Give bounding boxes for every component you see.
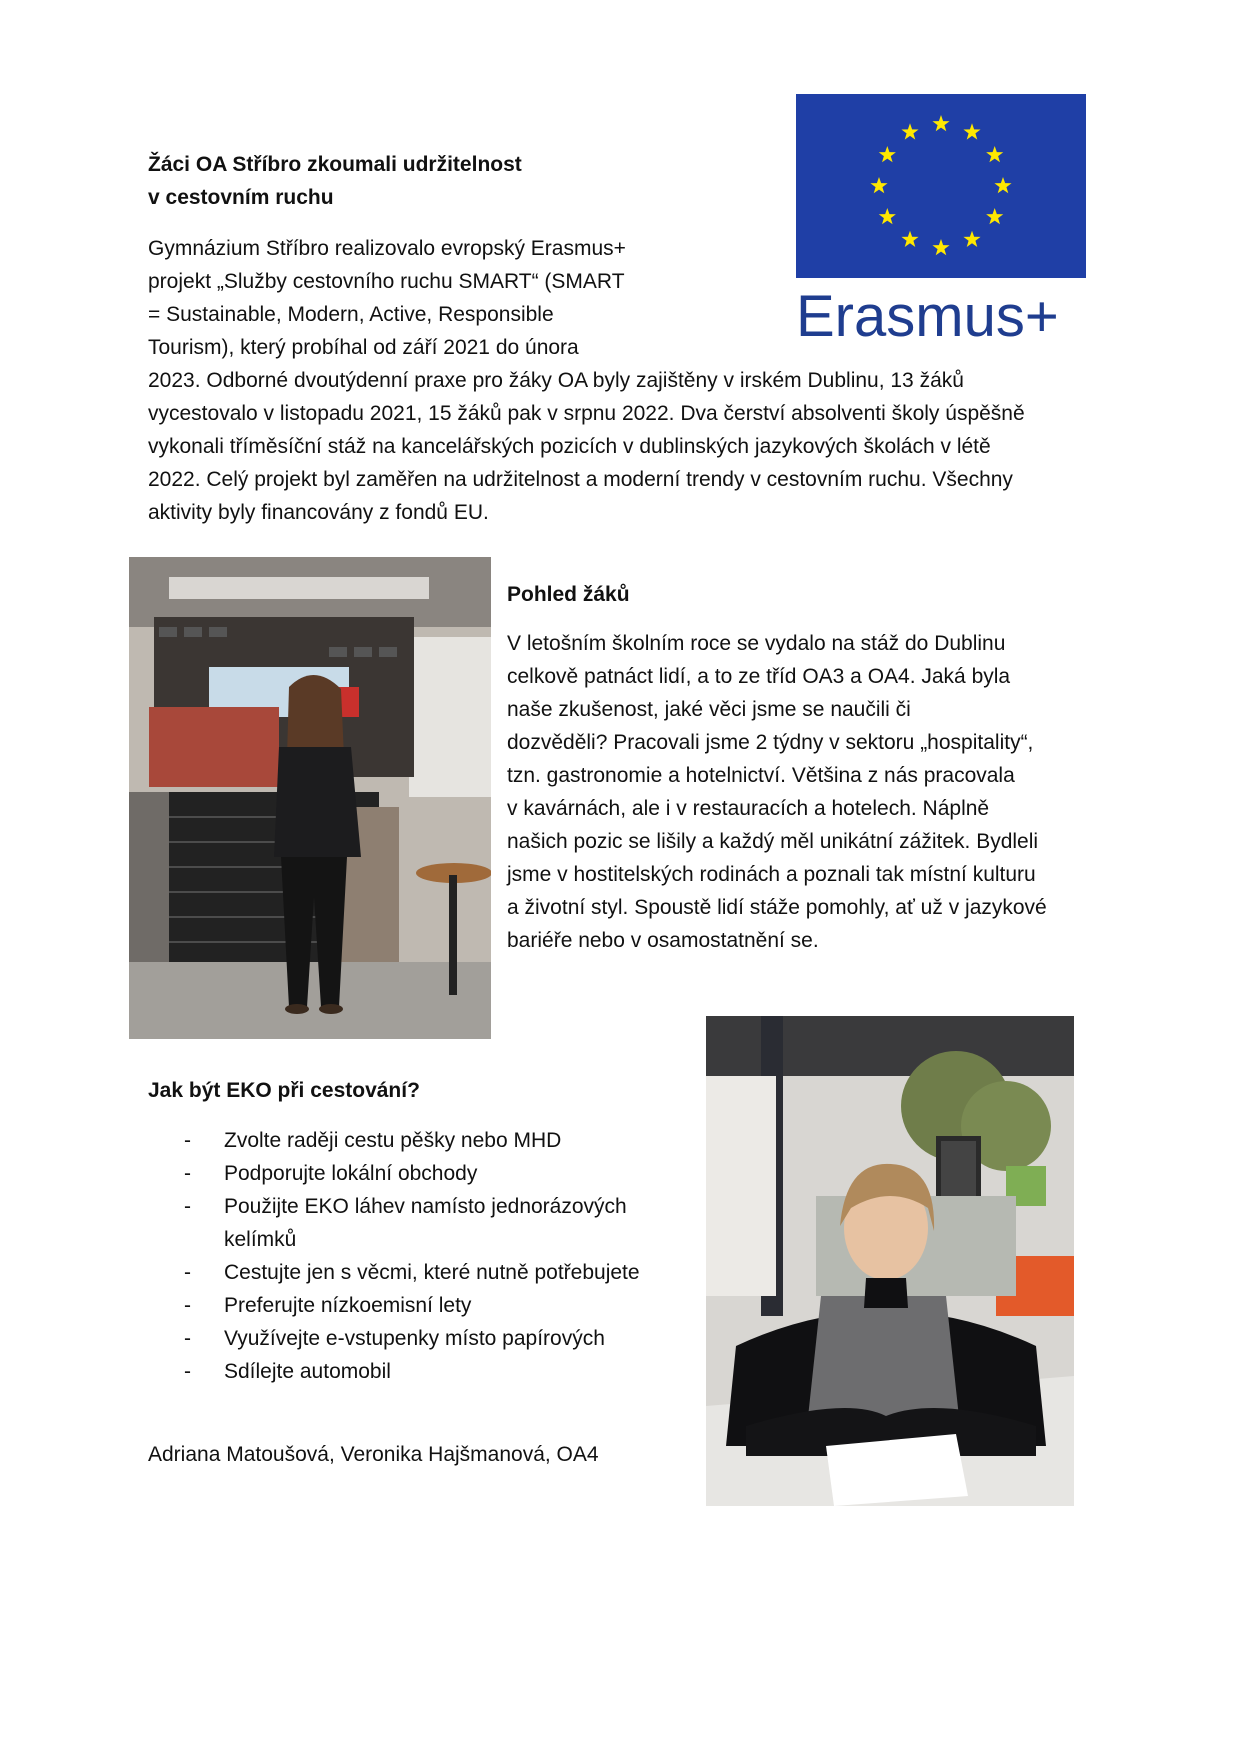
list-item-text: Využívejte e-vstupenky místo papírových — [224, 1327, 605, 1350]
eco-heading: Jak být EKO při cestování? — [148, 1079, 420, 1102]
list-item-text: Zvolte raději cestu pěšky nebo MHD — [224, 1129, 562, 1152]
list-item-text: Sdílejte automobil — [224, 1360, 391, 1383]
bullet-dash: - — [184, 1129, 191, 1152]
paragraph-line: naše zkušenost, jaké věci jsme se naučili či — [507, 698, 911, 721]
article-title — [148, 148, 668, 214]
paragraph-line: V letošním školním roce se vydalo na stáž do Dublinu — [507, 632, 1006, 655]
list-item-text: kelímků — [224, 1228, 297, 1251]
bullet-dash: - — [184, 1261, 191, 1284]
intro-line: 2022. Celý projekt byl zaměřen na udržitelnost a moderní trendy v cestovním ruchu. Všechny — [148, 468, 1013, 491]
intro-paragraph-bottom — [148, 364, 1108, 529]
article-title-line: Žáci OA Stříbro zkoumali udržitelnost — [148, 153, 522, 176]
paragraph-line: našich pozic se lišily a každý měl unikátní zážitek. Bydleli — [507, 830, 1039, 853]
intro-line: Gymnázium Stříbro realizovalo evropský Erasmus+ — [148, 237, 626, 260]
list-item — [148, 1256, 708, 1289]
paragraph-line: a životní styl. Spoustě lidí stáže pomohly, ať už v jazykové — [507, 896, 1047, 919]
article-author: Adriana Matoušová, Veronika Hajšmanová, OA4 — [148, 1443, 599, 1466]
list-item — [148, 1190, 708, 1256]
photo-student-cafe-table — [706, 1016, 1074, 1506]
erasmus-logo — [708, 94, 1088, 344]
intro-paragraph-top — [148, 232, 688, 364]
paragraph-line: celkově patnáct lidí, a to ze tříd OA3 a OA4. Jaká byla — [507, 665, 1011, 688]
intro-line: vycestovalo v listopadu 2021, 15 žáků pak v srpnu 2022. Dva čerství absolventi školy úspěšně — [148, 402, 1025, 425]
list-item — [148, 1355, 708, 1388]
list-item-text: Použijte EKO láhev namísto jednorázových — [224, 1195, 627, 1218]
intro-line: vykonali tříměsíční stáž na kancelářských pozicích v dublinských jazykových školách v létě — [148, 435, 991, 458]
list-item — [148, 1124, 708, 1157]
intro-line: = Sustainable, Modern, Active, Responsible — [148, 303, 554, 326]
list-item-text: Cestujte jen s věcmi, které nutně potřebujete — [224, 1261, 640, 1284]
list-item-text: Podporujte lokální obchody — [224, 1162, 478, 1185]
intro-line: projekt „Služby cestovního ruchu SMART“ (SMART — [148, 270, 625, 293]
paragraph-line: dozvěděli? Pracovali jsme 2 týdny v sektoru „hospitality“, — [507, 731, 1034, 754]
paragraph-line: jsme v hostitelských rodinách a poznali tak místní kulturu — [507, 863, 1036, 886]
bullet-dash: - — [184, 1327, 191, 1350]
bullet-dash: - — [184, 1162, 191, 1185]
list-item — [148, 1157, 708, 1190]
students-view-paragraph — [507, 627, 1107, 957]
bullet-dash: - — [184, 1360, 191, 1383]
photo-student-cafe-counter — [129, 557, 491, 1039]
list-item-text: Preferujte nízkoemisní lety — [224, 1294, 472, 1317]
eco-tips-list — [148, 1124, 708, 1388]
students-view-heading: Pohled žáků — [507, 583, 630, 606]
paragraph-line: bariéře nebo v osamostatnění se. — [507, 929, 819, 952]
list-item — [148, 1289, 708, 1322]
intro-line: 2023. Odborné dvoutýdenní praxe pro žáky OA byly zajištěny v irském Dublinu, 13 žáků — [148, 369, 964, 392]
paragraph-line: tzn. gastronomie a hotelnictví. Většina z nás pracovala — [507, 764, 1015, 787]
bullet-dash: - — [184, 1294, 191, 1317]
paragraph-line: v kavárnách, ale i v restauracích a hotelech. Náplně — [507, 797, 990, 820]
article-title-line: v cestovním ruchu — [148, 186, 334, 209]
intro-line: Tourism), který probíhal od září 2021 do února — [148, 336, 579, 359]
list-item — [148, 1322, 708, 1355]
bullet-dash: - — [184, 1195, 191, 1218]
erasmus-logo-text: Erasmus+ — [796, 284, 1059, 344]
intro-line: aktivity byly financovány z fondů EU. — [148, 501, 489, 524]
